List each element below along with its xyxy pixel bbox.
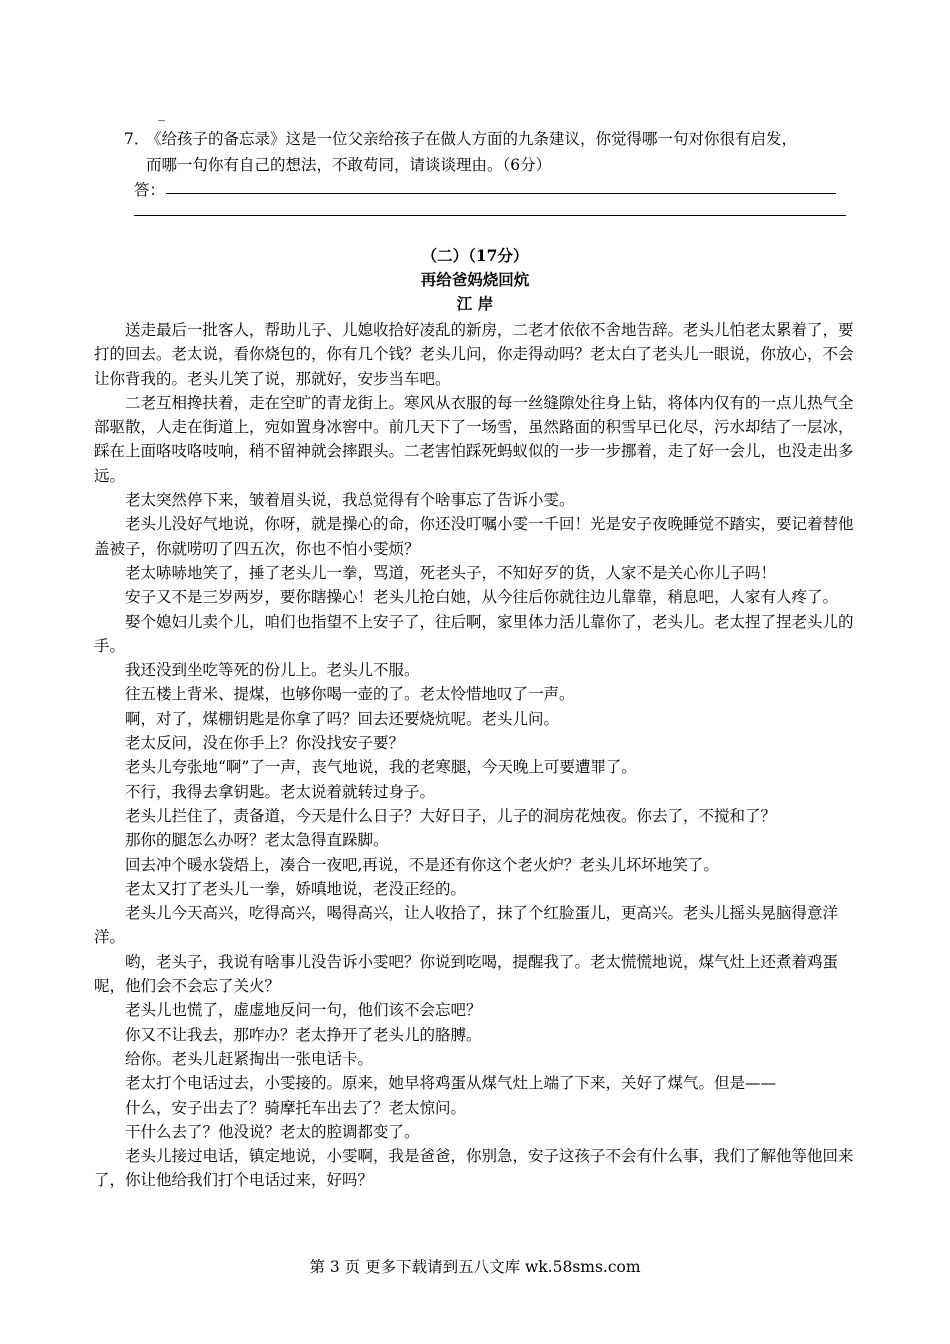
paragraph: 老太反问，没在你手上？你没找安子要？ xyxy=(125,734,405,753)
paragraph: 啊，对了，煤棚钥匙是你拿了吗？回去还要烧炕呢。老头儿问。 xyxy=(125,709,560,728)
paragraph: 回去冲个暖水袋焐上，凑合一夜吧,再说，不是还有你这个老火炉？老头儿坏坏地笑了。 xyxy=(125,855,719,874)
paragraph: 哟，老头子，我说有啥事儿没告诉小雯吧？你说到吃喝，提醒我了。老太慌慌地说，煤气灶上还煮着鸡蛋呢，他们会不会忘了关火？ xyxy=(94,952,839,996)
paragraph: 老头儿今天高兴，吃得高兴，喝得高兴，让人收拾了，抹了个红脸蛋儿，更高兴。老头儿摇头晃脑得意洋洋。 xyxy=(94,904,839,947)
paragraph: 老头儿没好气地说，你呀，就是操心的命，你还没叮嘱小雯一千回！光是安子夜晚睡觉不踏实，要记着替他盖被子，你就唠叨了四五次，你也不怕小雯烦？ xyxy=(94,515,854,558)
paragraph: 老头儿接过电话，镇定地说，小雯啊，我是爸爸，你别急，安子这孩子不会有什么事，我们了解他等他回来了，你让他给我们打个电话过来，好吗？ xyxy=(94,1147,854,1190)
paragraph: 老太突然停下来，皱着眉头说，我总觉得有个啥事忘了告诉小雯。 xyxy=(125,491,575,510)
question-number: 7． xyxy=(124,130,150,148)
paragraph: 你又不让我去，那咋办？老太挣开了老头儿的胳膊。 xyxy=(125,1025,482,1044)
question-7 xyxy=(124,126,864,178)
paragraph: 那你的腿怎么办呀？老太急得直跺脚。 xyxy=(125,831,389,850)
paragraph: 老头儿拦住了，责备道，今天是什么日子？大好日子，儿子的洞房花烛夜。你去了，不搅和了？ xyxy=(125,806,777,825)
paragraph: 老头儿也慌了，虚虚地反问一句，他们该不会忘吧？ xyxy=(125,1001,482,1020)
article-author: 江 岸 xyxy=(456,294,494,313)
paragraph: 往五楼上背米、提煤，也够你喝一壶的了。老太怜惜地叹了一声。 xyxy=(125,685,575,704)
stray-mark: _ xyxy=(158,106,165,122)
paragraph: 老头儿夸张地“啊”了一声，丧气地说，我的老寒腿，今天晚上可要遭罪了。 xyxy=(125,758,637,777)
paragraph: 安子又不是三岁两岁，要你瞎操心！老头儿抢白她，从今往后你就往边儿靠靠，稍息吧，人家有人疼了。 xyxy=(125,588,839,607)
paragraph: 给你。老头儿赶紧掏出一张电话卡。 xyxy=(125,1049,374,1068)
answer-label: 答： xyxy=(134,181,166,199)
paragraph: 老太哧哧地笑了，捶了老头儿一拳，骂道，死老头子，不知好歹的货，人家不是关心你儿子吗！ xyxy=(125,563,777,582)
article-title: 再给爸妈烧回炕 xyxy=(420,270,530,289)
paragraph: 我还没到坐吃等死的份儿上。老头儿不服。 xyxy=(125,661,420,680)
paragraph: 送走最后一批客人，帮助儿子、儿媳收拾好凌乱的新房，二老才依依不舍地告辞。老头儿怕老太累着了，要打的回去。老太说，看你烧包的，你有几个钱？老头儿问，你走得动吗？老太白了老头儿一眼说，你放心，不会让你背我的。老头儿笑了说，那就好，安步当车吧。 xyxy=(94,321,854,388)
section-label: （二）（17分） xyxy=(421,246,529,265)
paragraph: 干什么去了？他没说？老太的腔调都变了。 xyxy=(125,1122,420,1141)
paragraph: 不行，我得去拿钥匙。老太说着就转过身子。 xyxy=(125,782,436,801)
answer-line-1 xyxy=(166,193,836,194)
paragraph: 老太又打了老头儿一拳，娇嗔地说，老没正经的。 xyxy=(125,879,467,898)
page-footer: 第 3 页 更多下载请到五八文库 wk.58sms.com xyxy=(309,1258,641,1276)
paragraph: 娶个媳妇儿卖个儿，咱们也指望不上安子了，往后啊，家里体力活儿靠你了，老头儿。老太捏了捏老头儿的手。 xyxy=(94,612,854,655)
paragraph: 二老互相搀扶着，走在空旷的青龙街上。寒风从衣服的每一丝缝隙处往身上钻，将体内仅有的一点儿热气全部驱散，人走在街道上，宛如置身冰窖中。前几天下了一场雪，虽然路面的积雪早已化尽，污水却结了一层冰，踩在上面咯吱咯吱响，稍不留神就会摔跟头。二老害怕踩死蚂蚁似的一步一步挪着，走了好一会儿，也没走出多远。 xyxy=(94,393,854,485)
question-line-2: 而哪一句你有自己的想法，不敢苟同，请谈谈理由。（6分） xyxy=(146,156,552,174)
paragraph: 老太打个电话过去，小雯接的。原来，她早将鸡蛋从煤气灶上端了下来，关好了煤气。但是—— xyxy=(125,1074,777,1093)
answer-line-2 xyxy=(134,215,846,216)
paragraph: 什么，安子出去了？骑摩托车出去了？老太惊问。 xyxy=(125,1098,467,1117)
article-body xyxy=(94,318,864,1193)
question-line-1: 7．《给孩子的备忘录》这是一位父亲给孩子在做人方面的九条建议，你觉得哪一句对你很有启发， xyxy=(124,126,864,152)
